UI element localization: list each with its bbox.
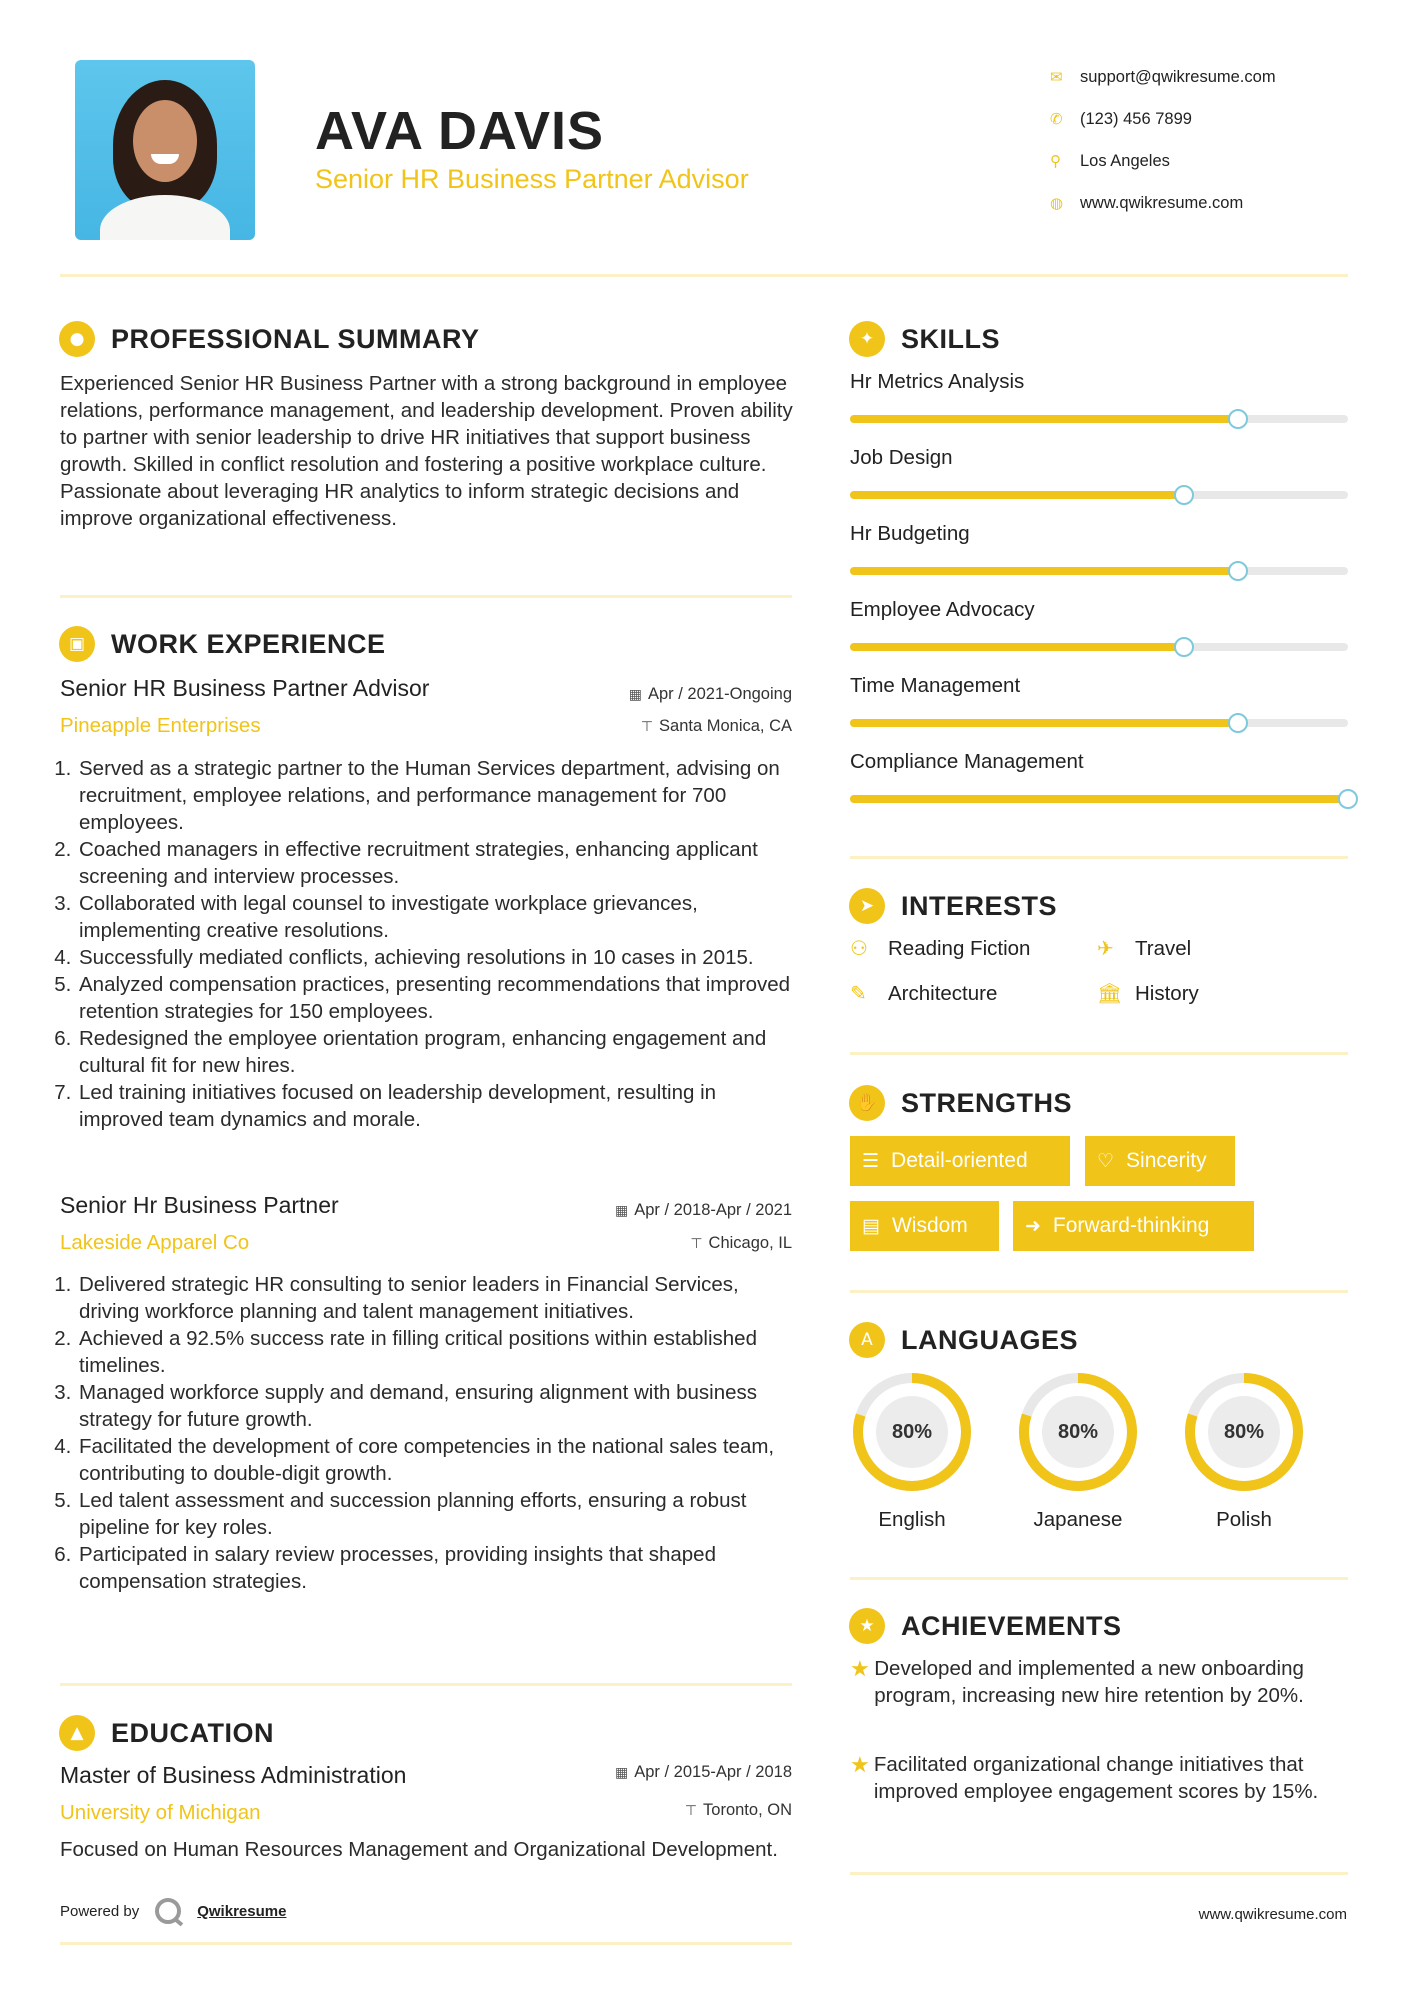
job-dates: ▦ Apr / 2021-Ongoing [628,685,792,703]
job-title: Senior HR Business Partner Advisor [60,675,430,701]
job-location: ⊤ Chicago, IL [690,1234,792,1252]
calendar-icon: ▦ [628,686,642,702]
paper-plane-icon: ➤ [849,888,885,924]
experience-divider [60,1683,792,1686]
education-description: Focused on Human Resources Management and Organizational Development. [60,1838,778,1861]
interest-item: 🏛 History [1097,981,1199,1005]
gamepad-icon: ⚇ [850,938,868,960]
language-name: Japanese [1033,1508,1123,1531]
interest-item: ✎ Architecture [850,981,998,1005]
job-company: Lakeside Apparel Co [60,1231,250,1254]
qwikresume-logo-icon [155,1898,181,1924]
phone-icon: ✆ [1050,111,1063,128]
star-badge-icon: ★ [849,1608,885,1644]
skill-bar [850,643,1348,651]
language-percent: 80% [891,1420,933,1443]
skill-bar-fill [850,643,1184,651]
list-icon: ☰ [862,1150,880,1172]
summary-heading: ● PROFESSIONAL SUMMARY [59,321,480,357]
skill-bar-fill [850,491,1184,499]
pin-icon: ⊤ [640,718,654,734]
skill-name: Hr Metrics Analysis [850,370,1025,393]
job-location: ⊤ Santa Monica, CA [640,717,792,735]
strength-tag: ➜ Forward-thinking [1013,1201,1254,1251]
language-item [850,1370,974,1532]
skill-bar-fill [850,567,1238,575]
skill-bar-fill [850,719,1238,727]
skill-name: Time Management [850,674,1021,697]
strengths-heading: ✋ STRENGTHS [849,1085,1072,1121]
languages-divider [850,1577,1348,1580]
skill-bar [850,415,1348,423]
skill-level-knob [1174,485,1194,505]
education-heading: ▲ EDUCATION [59,1715,274,1751]
bank-icon: 🏛 [1097,983,1123,1005]
strength-tag: ▤ Wisdom [850,1201,999,1251]
contact-block [1050,56,1276,224]
pin-icon: ⊤ [684,1802,698,1818]
arrow-right-icon: ➜ [1025,1215,1041,1237]
list-item: 2. Achieved a 92.5% success rate in filling critical positions within established timelines. [77,1325,803,1379]
achievement-item: ★ Facilitated organizational change initiatives that improved employee engagement scores by 15%. [850,1752,1319,1803]
skill-bar [850,491,1348,499]
qwikresume-link[interactable]: Qwikresume [197,1902,287,1920]
degree-title: Master of Business Administration [60,1762,407,1788]
skills-divider [850,856,1348,859]
school-name: University of Michigan [60,1801,261,1824]
star-icon: ★ [850,1656,870,1681]
experience-heading: ▣ WORK EXPERIENCE [59,626,386,662]
skill-level-knob [1174,637,1194,657]
list-item: 5. Analyzed compensation practices, presenting recommendations that improved retention strategies for 150 employees. [77,971,803,1025]
skill-level-knob [1228,561,1248,581]
skill-level-knob [1338,789,1358,809]
user-icon: ● [59,321,95,357]
achievement-item: ★ Developed and implemented a new onboarding program, increasing new hire retention by 20%. [850,1656,1304,1707]
ruler-icon: ✎ [850,983,867,1005]
languages-heading: A LANGUAGES [849,1322,1078,1358]
education-dates: ▦ Apr / 2015-Apr / 2018 [615,1763,792,1781]
job-company: Pineapple Enterprises [60,714,261,737]
skills-heading: ✦ SKILLS [849,321,1000,357]
list-item: 1. Delivered strategic HR consulting to senior leaders in Financial Services, driving workforce planning and talent management initiatives. [77,1271,803,1325]
footer-powered-by: Powered by Qwikresume [60,1898,286,1924]
envelope-icon: ✉ [1050,69,1063,86]
chair-icon: ▣ [59,626,95,662]
language-item [1016,1370,1140,1532]
job-title: Senior Hr Business Partner [60,1192,339,1218]
translate-icon: A [849,1322,885,1358]
globe-icon: ◍ [1050,195,1064,212]
lightbulb-icon: ✦ [849,321,885,357]
job-dates: ▦ Apr / 2018-Apr / 2021 [615,1201,792,1219]
achievements-heading: ★ ACHIEVEMENTS [849,1608,1122,1644]
list-item: 3. Collaborated with legal counsel to investigate workplace grievances, implementing creative resolutions. [77,890,803,944]
hand-icon: ✋ [849,1085,885,1121]
skill-bar [850,719,1348,727]
interests-heading: ➤ INTERESTS [849,888,1057,924]
strength-tag: ♡ Sincerity [1085,1136,1235,1186]
calendar-icon: ▦ [615,1202,629,1218]
list-item: 1. Served as a strategic partner to the Human Services department, advising on recruitment, employee relations, and performance management for 700 employees. [77,755,803,836]
summary-divider [60,595,792,598]
skill-name: Hr Budgeting [850,522,970,545]
graduation-icon: ▲ [59,1715,95,1751]
skill-name: Employee Advocacy [850,598,1035,621]
language-name: Polish [1216,1508,1272,1531]
strength-tag: ☰ Detail-oriented [850,1136,1070,1186]
list-item: 2. Coached managers in effective recruitment strategies, enhancing applicant screening and interview processes. [77,836,803,890]
skill-bar [850,795,1348,803]
plane-icon: ✈ [1097,938,1114,960]
footer-divider [60,1942,792,1945]
profile-photo [75,60,255,240]
language-percent: 80% [1223,1420,1265,1443]
language-item [1182,1370,1306,1532]
footer-site-link[interactable]: www.qwikresume.com [1198,1906,1347,1923]
job-bullets [53,755,803,1133]
strengths-divider [850,1290,1348,1293]
interests-divider [850,1052,1348,1055]
location-pin-icon: ⚲ [1050,153,1061,170]
contact-phone[interactable]: ✆ (123) 456 7899 [1050,109,1192,128]
book-icon: ▤ [862,1215,880,1237]
language-percent: 80% [1057,1420,1099,1443]
skill-level-knob [1228,409,1248,429]
star-icon: ★ [850,1752,870,1777]
contact-location: ⚲ Los Angeles [1050,151,1170,170]
calendar-icon: ▦ [615,1764,629,1780]
interest-item: ⚇ Reading Fiction [850,936,1031,960]
skill-name: Compliance Management [850,750,1084,773]
list-item: 7. Led training initiatives focused on leadership development, resulting in improved team dynamics and morale. [77,1079,803,1133]
header-divider [60,274,1348,277]
skill-level-knob [1228,713,1248,733]
achievements-divider [850,1872,1348,1875]
list-item: 4. Successfully mediated conflicts, achieving resolutions in 10 cases in 2015. [77,944,803,971]
list-item: 6. Redesigned the employee orientation program, enhancing engagement and cultural fit for new hires. [77,1025,803,1079]
list-item: 6. Participated in salary review processes, providing insights that shaped compensation strategies. [77,1541,803,1595]
list-item: 4. Facilitated the development of core competencies in the national sales team, contributing to double-digit growth. [77,1433,803,1487]
contact-website[interactable]: ◍ www.qwikresume.com [1050,193,1244,212]
candidate-title: Senior HR Business Partner Advisor [315,164,749,194]
interest-item: ✈ Travel [1097,936,1192,960]
summary-text: Experienced Senior HR Business Partner with a strong background in employee relations, performance management, and leadership development. Proven ability to partner with senior leadership to drive HR initiatives that support business growth. Skilled in conflict resolution and fostering a positive workplace culture. Passionate about leveraging HR analytics to inform strategic decisions and improve organizational effectiveness. [60,372,793,530]
skill-bar [850,567,1348,575]
language-name: English [878,1508,946,1531]
pin-icon: ⊤ [690,1235,703,1251]
skill-bar-fill [850,795,1348,803]
list-item: 5. Led talent assessment and succession planning efforts, ensuring a robust pipeline for key roles. [77,1487,803,1541]
heart-icon: ♡ [1097,1150,1115,1172]
job-bullets [53,1271,803,1595]
candidate-name: AVA DAVIS [315,101,605,161]
skill-bar-fill [850,415,1238,423]
education-location: ⊤ Toronto, ON [684,1801,792,1819]
contact-email[interactable]: ✉ support@qwikresume.com [1050,67,1276,86]
skill-name: Job Design [850,446,953,469]
list-item: 3. Managed workforce supply and demand, ensuring alignment with business strategy for future growth. [77,1379,803,1433]
